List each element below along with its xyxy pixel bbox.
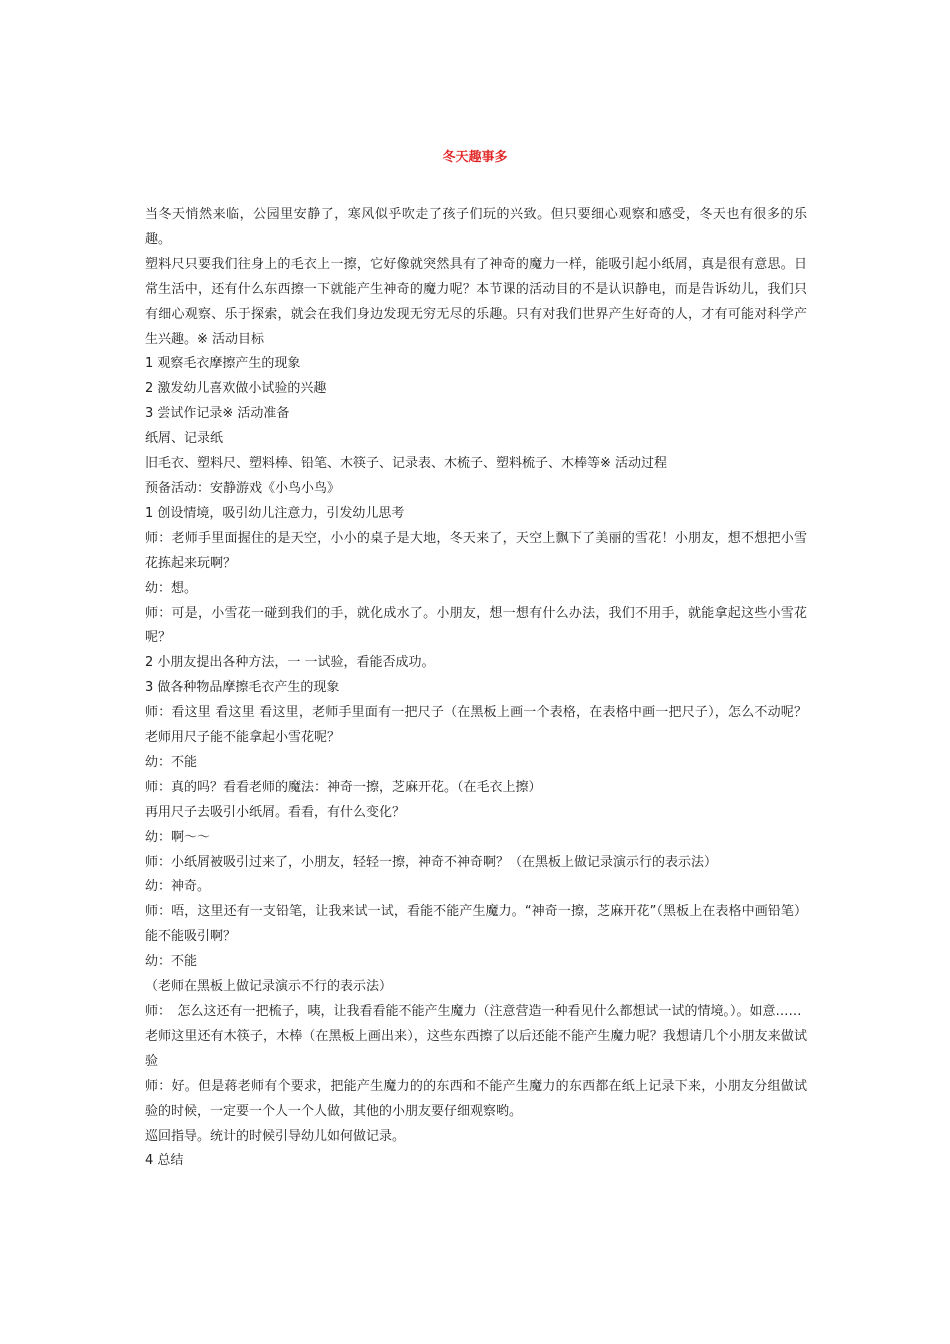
paragraph: 师：看这里 看这里 看这里，老师手里面有一把尺子（在黑板上画一个表格，在表格中画一把尺子），怎么不动呢？老师用尺子能不能拿起小雪花呢？ [145,705,807,746]
paragraph: 师： 怎么这还有一把梳子，咦，让我看看能不能产生魔力（注意营造一种看见什么都想试一试的情境。）。如意…… [145,1004,802,1019]
paragraph: 1 创设情境，吸引幼儿注意力，引发幼儿思考 [145,505,405,521]
paragraph: 师：真的吗？看看老师的魔法：神奇一擦，芝麻开花。（在毛衣上擦） [145,779,542,795]
paragraph: 再用尺子去吸引小纸屑。看看，有什么变化？ [145,804,406,820]
paragraph: 3 尝试作记录※ 活动准备 [145,406,290,422]
paragraph: 幼：不能 [145,754,198,770]
paragraph: 师：可是，小雪花一碰到我们的手，就化成水了。小朋友，想一想有什么办法，我们不用手，就能拿起这些小雪花呢？ [145,605,807,646]
paragraph: 当冬天悄然来临，公园里安静了，寒风似乎吹走了孩子们玩的兴致。但只要细心观察和感受，冬天也有很多的乐趣。 [145,207,807,247]
paragraph: 2 激发幼儿喜欢做小试验的兴趣 [145,381,327,397]
paragraph: 幼：啊～～ [145,829,211,845]
document-body [145,203,807,1174]
paragraph: 师：小纸屑被吸引过来了，小朋友，轻轻一擦，神奇不神奇啊？（在黑板上做记录演示行的表示法） [145,854,718,870]
document-title: 冬天趣事多 [442,150,508,165]
paragraph: 幼：神奇。 [145,879,211,895]
paragraph: 老师这里还有木筷子，木棒（在黑板上画出来），这些东西擦了以后还能不能产生魔力呢？我想请几个小朋友来做试验 [145,1028,807,1069]
paragraph: 旧毛衣、塑料尺、塑料棒、铅笔、木筷子、记录表、木梳子、塑料梳子、木棒等※ 活动过程 [145,456,668,472]
paragraph: 师：好。但是蒋老师有个要求，把能产生魔力的的东西和不能产生魔力的东西都在纸上记录下来，小朋友分组做试验的时候，一定要一个人一个人做，其他的小朋友要仔细观察哟。 [145,1078,807,1119]
paragraph: 巡回指导。统计的时候引导幼儿如何做记录。 [145,1128,406,1144]
paragraph: 师：唔，这里还有一支铅笔，让我来试一试，看能不能产生魔力。“神奇一擦，芝麻开花”（黑板上在表格中画铅笔）能不能吸引啊？ [145,904,807,945]
paragraph: （老师在黑板上做记录演示不行的表示法） [145,979,393,995]
paragraph: 1 观察毛衣摩擦产生的现象 [145,356,301,372]
paragraph: 4 总结 [145,1153,184,1169]
paragraph: 纸屑、记录纸 [145,431,224,447]
paragraph: 3 做各种物品摩擦毛衣产生的现象 [145,680,340,696]
paragraph: 预备活动：安静游戏《小鸟小鸟》 [145,480,341,496]
paragraph: 塑料尺只要我们往身上的毛衣上一擦，它好像就突然具有了神奇的魔力一样，能吸引起小纸屑，真是很有意思。日常生活中，还有什么东西擦一下就能产生神奇的魔力呢？本节课的活动目的不是认识静电，而是告诉幼儿，我们只有细心观察、乐于探索，就会在我们身边发现无穷无尽的乐趣。只有对我们世界产生好奇的人，才有可能对科学产生兴趣。※ 活动目标 [145,256,807,347]
paragraph: 2 小朋友提出各种方法，一 一试验，看能否成功。 [145,655,435,671]
paragraph: 师：老师手里面握住的是天空，小小的桌子是大地，冬天来了，天空上飘下了美丽的雪花！小朋友，想不想把小雪花拣起来玩啊？ [145,530,807,571]
paragraph: 幼：想。 [145,580,198,596]
paragraph: 幼：不能 [145,954,198,970]
